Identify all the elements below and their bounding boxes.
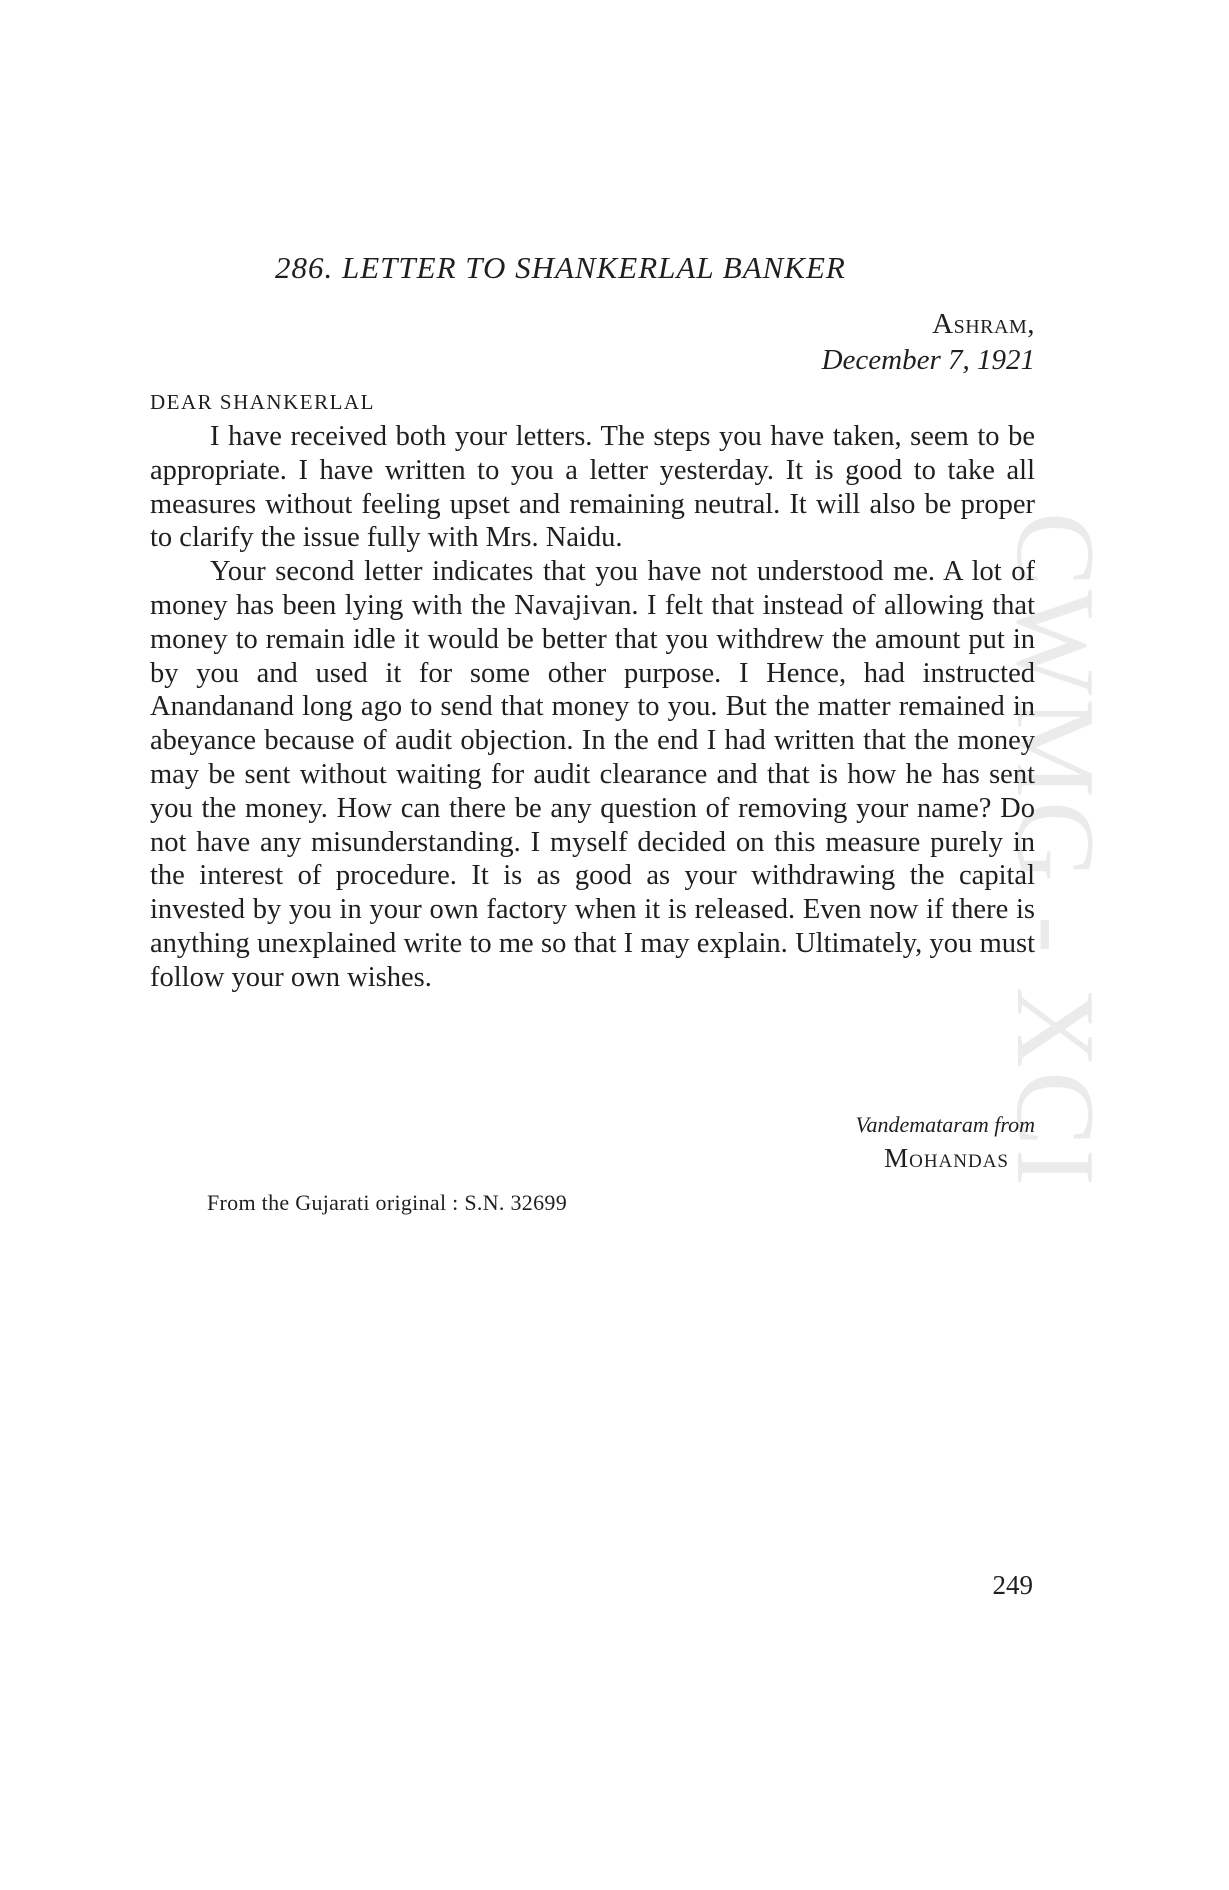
- source-note: From the Gujarati original : S.N. 32699: [207, 1190, 567, 1215]
- page-number: 249: [992, 1570, 1033, 1600]
- letter-closing: Vandemataram from: [855, 1112, 1035, 1137]
- letter-place: Ashram,: [932, 308, 1035, 340]
- letter-salutation: DEAR SHANKERLAL: [150, 390, 375, 414]
- letter-signature: Mohandas: [884, 1143, 1009, 1173]
- letter-body: [150, 420, 1035, 995]
- body-paragraph-1: I have received both your letters. The steps you have taken, seem to be appropriate. I have written to you a letter yesterday. It is good to take all measures without feeling upset and remaining neutral. It will also be proper to clarify the issue fully with Mrs. Naidu.: [150, 421, 1035, 554]
- watermark-text: CWMG - XCI: [993, 512, 1117, 1190]
- body-paragraph-2: Your second letter indicates that you have not understood me. A lot of money has been lying with the Navajivan. I felt that instead of allowing that money to remain idle it would be better that you withdrew the amount put in by you and used it for some other purpose. I Hence, had instructed Anandanand long ago to send that money to you. But the matter remained in abeyance because of audit objection. In the end I had written that the money may be sent without waiting for audit clearance and that is how he has sent you the money. How can there be any question of removing your name? Do not have any misunderstanding. I myself decided on this measure purely in the interest of procedure. It is as good as your withdrawing the capital invested by you in your own factory when it is released. Even now if there is anything unexplained write to me so that I may explain. Ultimately, you must follow your own wishes.: [150, 556, 1035, 993]
- letter-date: December 7, 1921: [821, 344, 1035, 376]
- letter-heading: 286. LETTER TO SHANKERLAL BANKER: [275, 250, 846, 285]
